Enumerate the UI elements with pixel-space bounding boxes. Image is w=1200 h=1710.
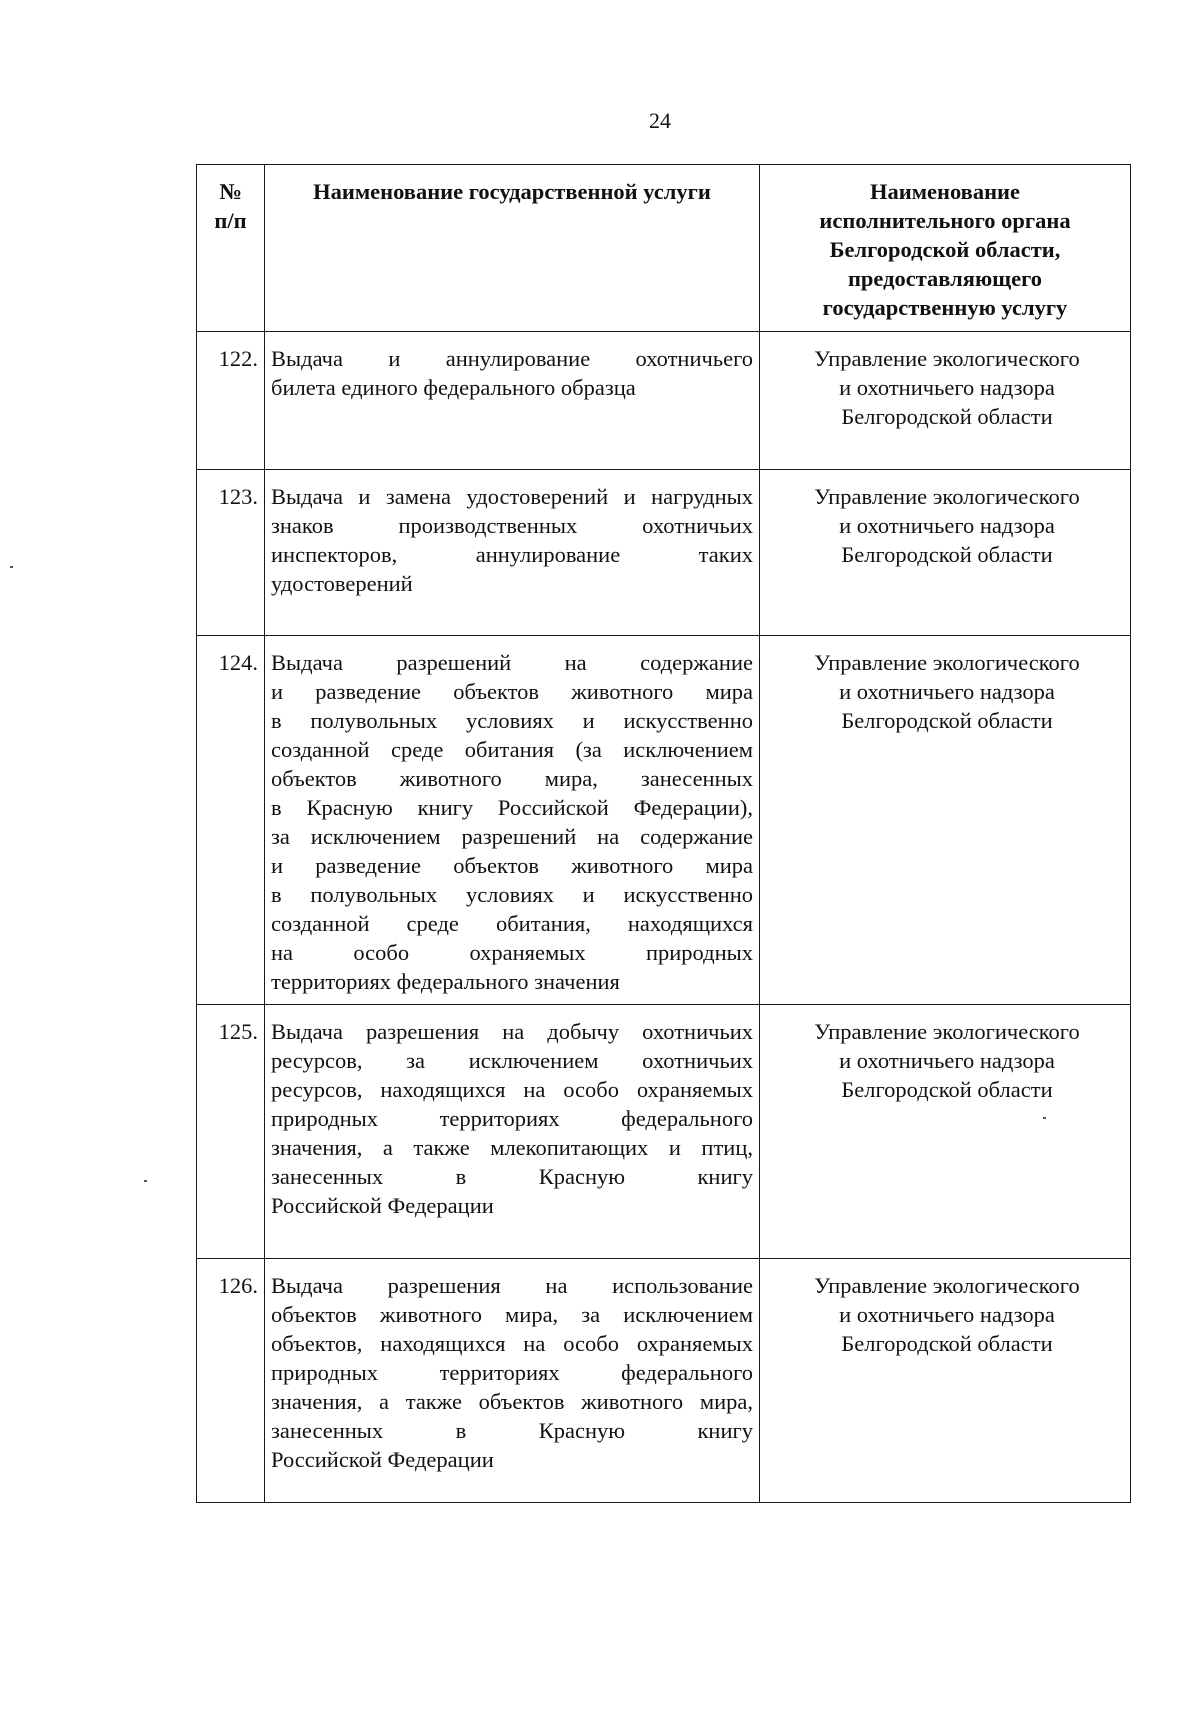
header-service <box>265 165 760 332</box>
row-number: 126. <box>218 1273 258 1298</box>
header-organ-line: исполнительного органа <box>819 208 1071 233</box>
service-line: занесенных в Красную книгу <box>271 1418 753 1443</box>
service-line: объектов животного мира, занесенных <box>271 766 753 791</box>
organ-line: и охотничьего надзора <box>839 1048 1055 1073</box>
service-line: знаков производственных охотничьих <box>271 513 753 538</box>
services-table <box>196 164 1131 1503</box>
table-row <box>197 470 1131 636</box>
organ-name-cell <box>760 636 1131 1005</box>
service-line: Выдача разрешения на использование <box>271 1273 753 1298</box>
service-line: объектов животного мира, за исключением <box>271 1302 753 1327</box>
service-line: билета единого федерального образца <box>271 375 636 400</box>
scan-speck <box>144 1180 147 1182</box>
row-number-cell <box>197 636 265 1005</box>
service-line: природных территориях федерального <box>271 1360 753 1385</box>
organ-line: и охотничьего надзора <box>839 513 1055 538</box>
service-line: на особо охраняемых природных <box>271 940 753 965</box>
row-number: 123. <box>218 484 258 509</box>
service-line: инспекторов, аннулирование таких <box>271 542 753 567</box>
table-row <box>197 1005 1131 1259</box>
service-name-cell <box>265 1259 760 1503</box>
service-line: и разведение объектов животного мира <box>271 853 753 878</box>
organ-line: Управление экологического <box>814 484 1080 509</box>
organ-name-cell <box>760 470 1131 636</box>
row-number: 124. <box>218 650 258 675</box>
organ-line: Управление экологического <box>814 346 1080 371</box>
service-line: природных территориях федерального <box>271 1106 753 1131</box>
service-line: и разведение объектов животного мира <box>271 679 753 704</box>
header-organ-line: государственную услугу <box>822 295 1068 320</box>
service-line: в полувольных условиях и искусственно <box>271 882 753 907</box>
row-number: 122. <box>218 346 258 371</box>
organ-line: Белгородской области <box>841 1331 1053 1356</box>
service-name-cell <box>265 332 760 470</box>
organ-name-cell <box>760 1005 1131 1259</box>
service-line: значения, а также млекопитающих и птиц, <box>271 1135 753 1160</box>
service-name-cell <box>265 1005 760 1259</box>
header-service-label: Наименование государственной услуги <box>313 179 711 204</box>
table-row <box>197 636 1131 1005</box>
organ-line: Управление экологического <box>814 650 1080 675</box>
service-line: созданной среде обитания, находящихся <box>271 911 753 936</box>
organ-line: Белгородской области <box>841 404 1053 429</box>
header-organ <box>760 165 1131 332</box>
table-header-row <box>197 165 1131 332</box>
organ-line: Управление экологического <box>814 1273 1080 1298</box>
service-line: Выдача разрешений на содержание <box>271 650 753 675</box>
service-line: Российской Федерации <box>271 1447 494 1472</box>
organ-line: Белгородской области <box>841 542 1053 567</box>
organ-line: и охотничьего надзора <box>839 1302 1055 1327</box>
organ-name-cell <box>760 332 1131 470</box>
service-line: Выдача и замена удостоверений и нагрудных <box>271 484 753 509</box>
scan-speck <box>10 566 13 568</box>
row-number-cell <box>197 1005 265 1259</box>
header-organ-line: Белгородской области, <box>829 237 1061 262</box>
organ-line: Белгородской области <box>841 1077 1053 1102</box>
service-line: Российской Федерации <box>271 1193 494 1218</box>
service-line: значения, а также объектов животного мира, <box>271 1389 753 1414</box>
header-num-line: № <box>219 179 242 204</box>
service-line: в Красную книгу Российской Федерации), <box>271 795 753 820</box>
row-number-cell <box>197 332 265 470</box>
organ-name-cell <box>760 1259 1131 1503</box>
service-line: ресурсов, находящихся на особо охраняемых <box>271 1077 753 1102</box>
scan-speck <box>1043 1117 1046 1119</box>
organ-line: Управление экологического <box>814 1019 1080 1044</box>
page-number: 24 <box>649 108 671 133</box>
service-line: Выдача разрешения на добычу охотничьих <box>271 1019 753 1044</box>
table-row <box>197 1259 1131 1503</box>
service-line: объектов, находящихся на особо охраняемых <box>271 1331 753 1356</box>
service-line: территориях федерального значения <box>271 969 620 994</box>
organ-line: и охотничьего надзора <box>839 679 1055 704</box>
header-organ-line: предоставляющего <box>847 266 1043 291</box>
service-name-cell <box>265 470 760 636</box>
service-line: занесенных в Красную книгу <box>271 1164 753 1189</box>
header-num <box>197 165 265 332</box>
header-num-line: п/п <box>214 208 247 233</box>
service-line: за исключением разрешений на содержание <box>271 824 753 849</box>
organ-line: и охотничьего надзора <box>839 375 1055 400</box>
table-row <box>197 332 1131 470</box>
header-organ-line: Наименование <box>870 179 1020 204</box>
organ-line: Белгородской области <box>841 708 1053 733</box>
row-number-cell <box>197 1259 265 1503</box>
row-number-cell <box>197 470 265 636</box>
service-line: удостоверений <box>271 571 413 596</box>
service-line: Выдача и аннулирование охотничьего <box>271 346 753 371</box>
service-line: в полувольных условиях и искусственно <box>271 708 753 733</box>
service-line: ресурсов, за исключением охотничьих <box>271 1048 753 1073</box>
row-number: 125. <box>218 1019 258 1044</box>
service-line: созданной среде обитания (за исключением <box>271 737 753 762</box>
service-name-cell <box>265 636 760 1005</box>
